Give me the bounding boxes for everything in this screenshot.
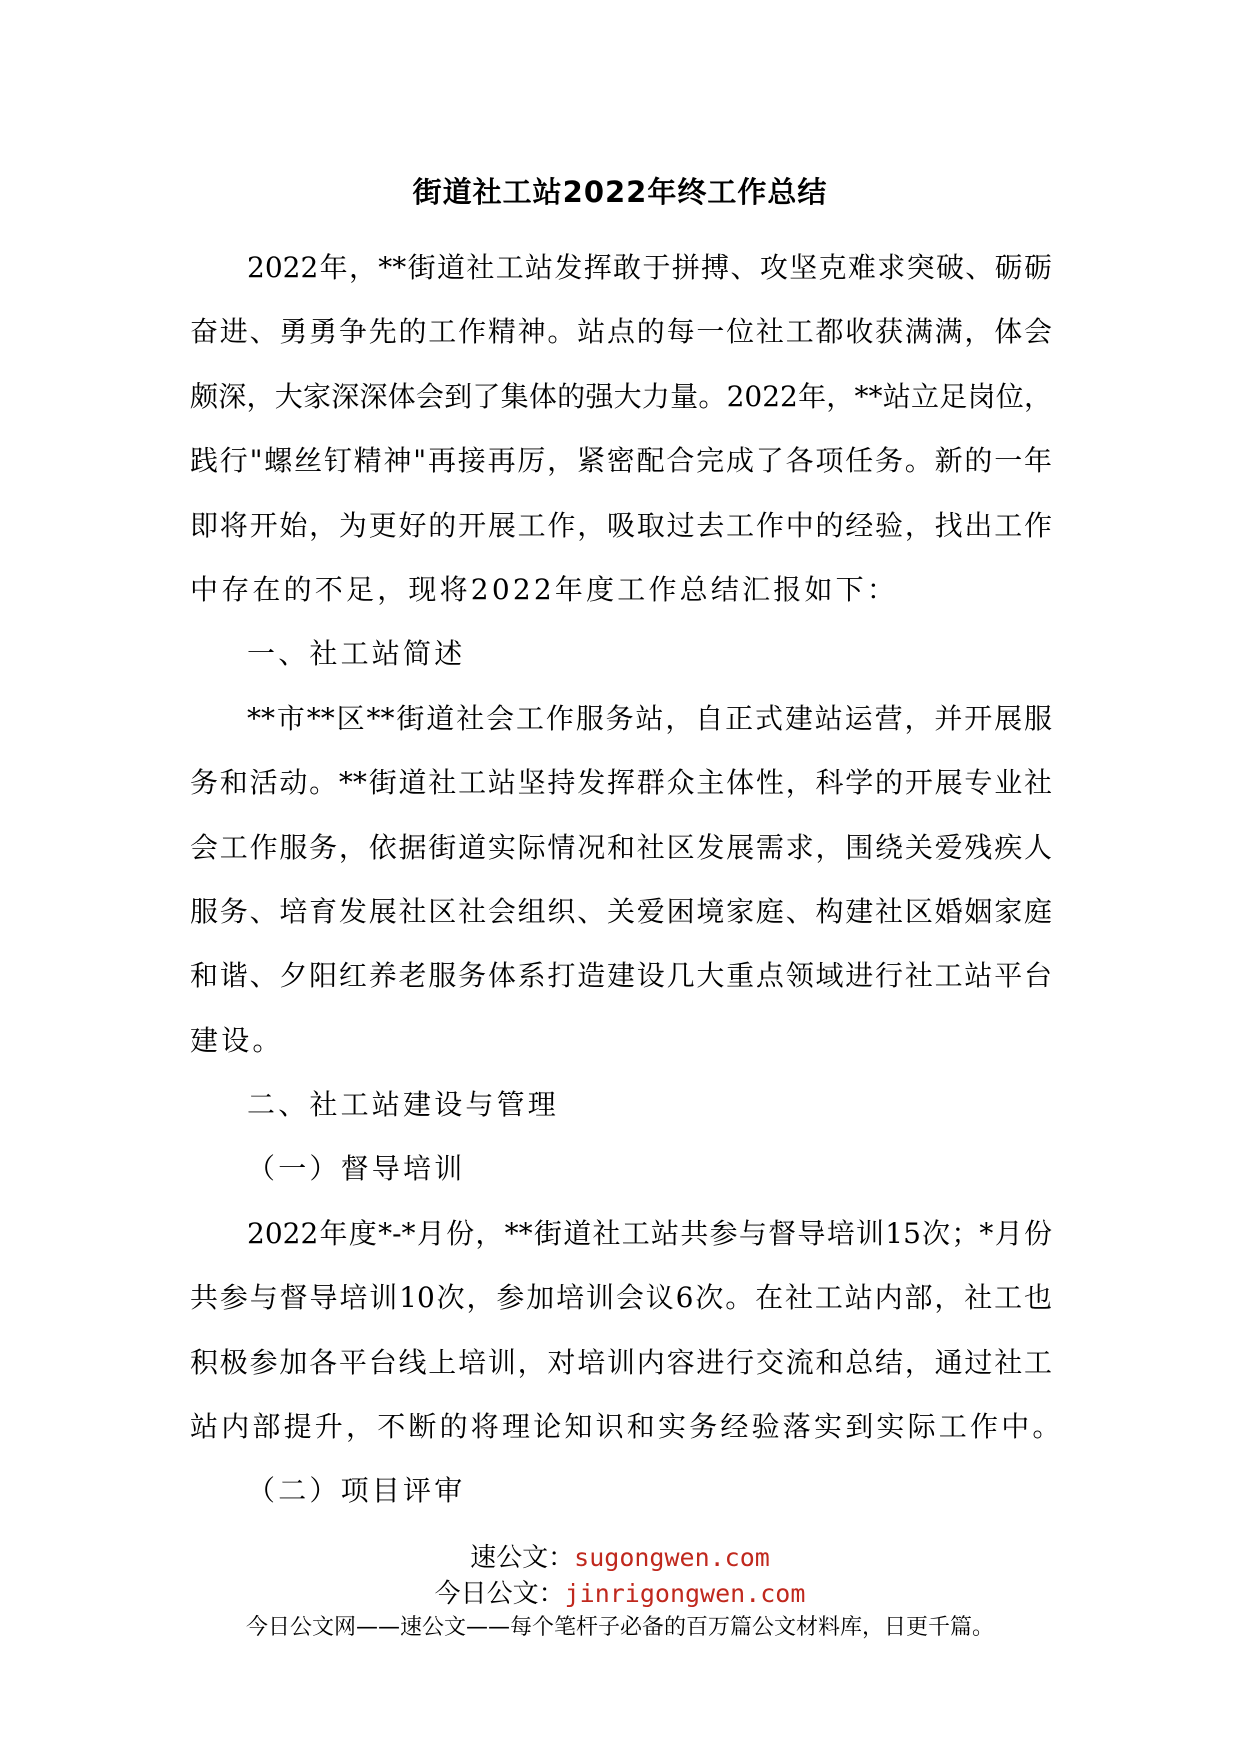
body-line: 二、社工站建设与管理	[247, 1088, 560, 1122]
body-line: 2022年度*-*月份，**街道社工站共参与督导培训15次；*月份	[247, 1216, 1052, 1250]
body-line: 站内部提升，不断的将理论知识和实务经验落实到实际工作中。	[190, 1410, 1064, 1444]
body-line: 一、社工站简述	[247, 637, 466, 671]
body-line: 践行"螺丝钉精神"再接再厉，紧密配合完成了各项任务。新的一年	[190, 444, 1052, 478]
body-line: （一）督导培训	[247, 1152, 466, 1186]
body-line: 建设。	[190, 1023, 284, 1057]
body-line: **市**区**街道社会工作服务站，自正式建站运营，并开展服	[247, 701, 1052, 735]
body-line: 服务、培育发展社区社会组织、关爱困境家庭、构建社区婚姻家庭	[190, 894, 1052, 928]
body-line: 会工作服务，依据街道实际情况和社区发展需求，围绕关爱残疾人	[190, 830, 1052, 864]
body-line: 务和活动。**街道社工站坚持发挥群众主体性，科学的开展专业社	[190, 766, 1052, 800]
footer-label-sugongwen: 速公文：	[470, 1543, 575, 1573]
document-body	[190, 236, 1064, 1524]
body-line: 奋进、勇勇争先的工作精神。站点的每一位社工都收获满满，体会	[190, 315, 1052, 349]
footer-label-jinrigongwen: 今日公文：	[434, 1579, 565, 1609]
body-line: （二）项目评审	[247, 1474, 466, 1508]
body-line: 颇深，大家深深体会到了集体的强大力量。2022年，**站立足岗位，	[190, 379, 1052, 413]
body-line: 即将开始，为更好的开展工作，吸取过去工作中的经验，找出工作	[190, 508, 1052, 542]
body-line: 共参与督导培训10次，参加培训会议6次。在社工站内部，社工也	[190, 1281, 1052, 1315]
footer-row-sugongwen	[0, 1540, 1240, 1576]
body-line: 积极参加各平台线上培训，对培训内容进行交流和总结，通过社工	[190, 1345, 1052, 1379]
document-title: 街道社工站2022年终工作总结	[412, 175, 828, 209]
body-line: 中存在的不足，现将2022年度工作总结汇报如下：	[190, 572, 899, 606]
body-line: 和谐、夕阳红养老服务体系打造建设几大重点领域进行社工站平台	[190, 959, 1052, 993]
footer-slogan: 今日公文网——速公文——每个笔杆子必备的百万篇公文材料库，日更千篇。	[245, 1615, 994, 1640]
footer-link-jinrigongwen[interactable]: jinrigongwen.com	[564, 1579, 806, 1608]
footer	[0, 1540, 1240, 1644]
footer-link-sugongwen[interactable]: sugongwen.com	[574, 1543, 770, 1572]
footer-row-jinrigongwen	[0, 1576, 1240, 1612]
body-line: 2022年，**街道社工站发挥敢于拼搏、攻坚克难求突破、砺砺	[247, 251, 1052, 284]
